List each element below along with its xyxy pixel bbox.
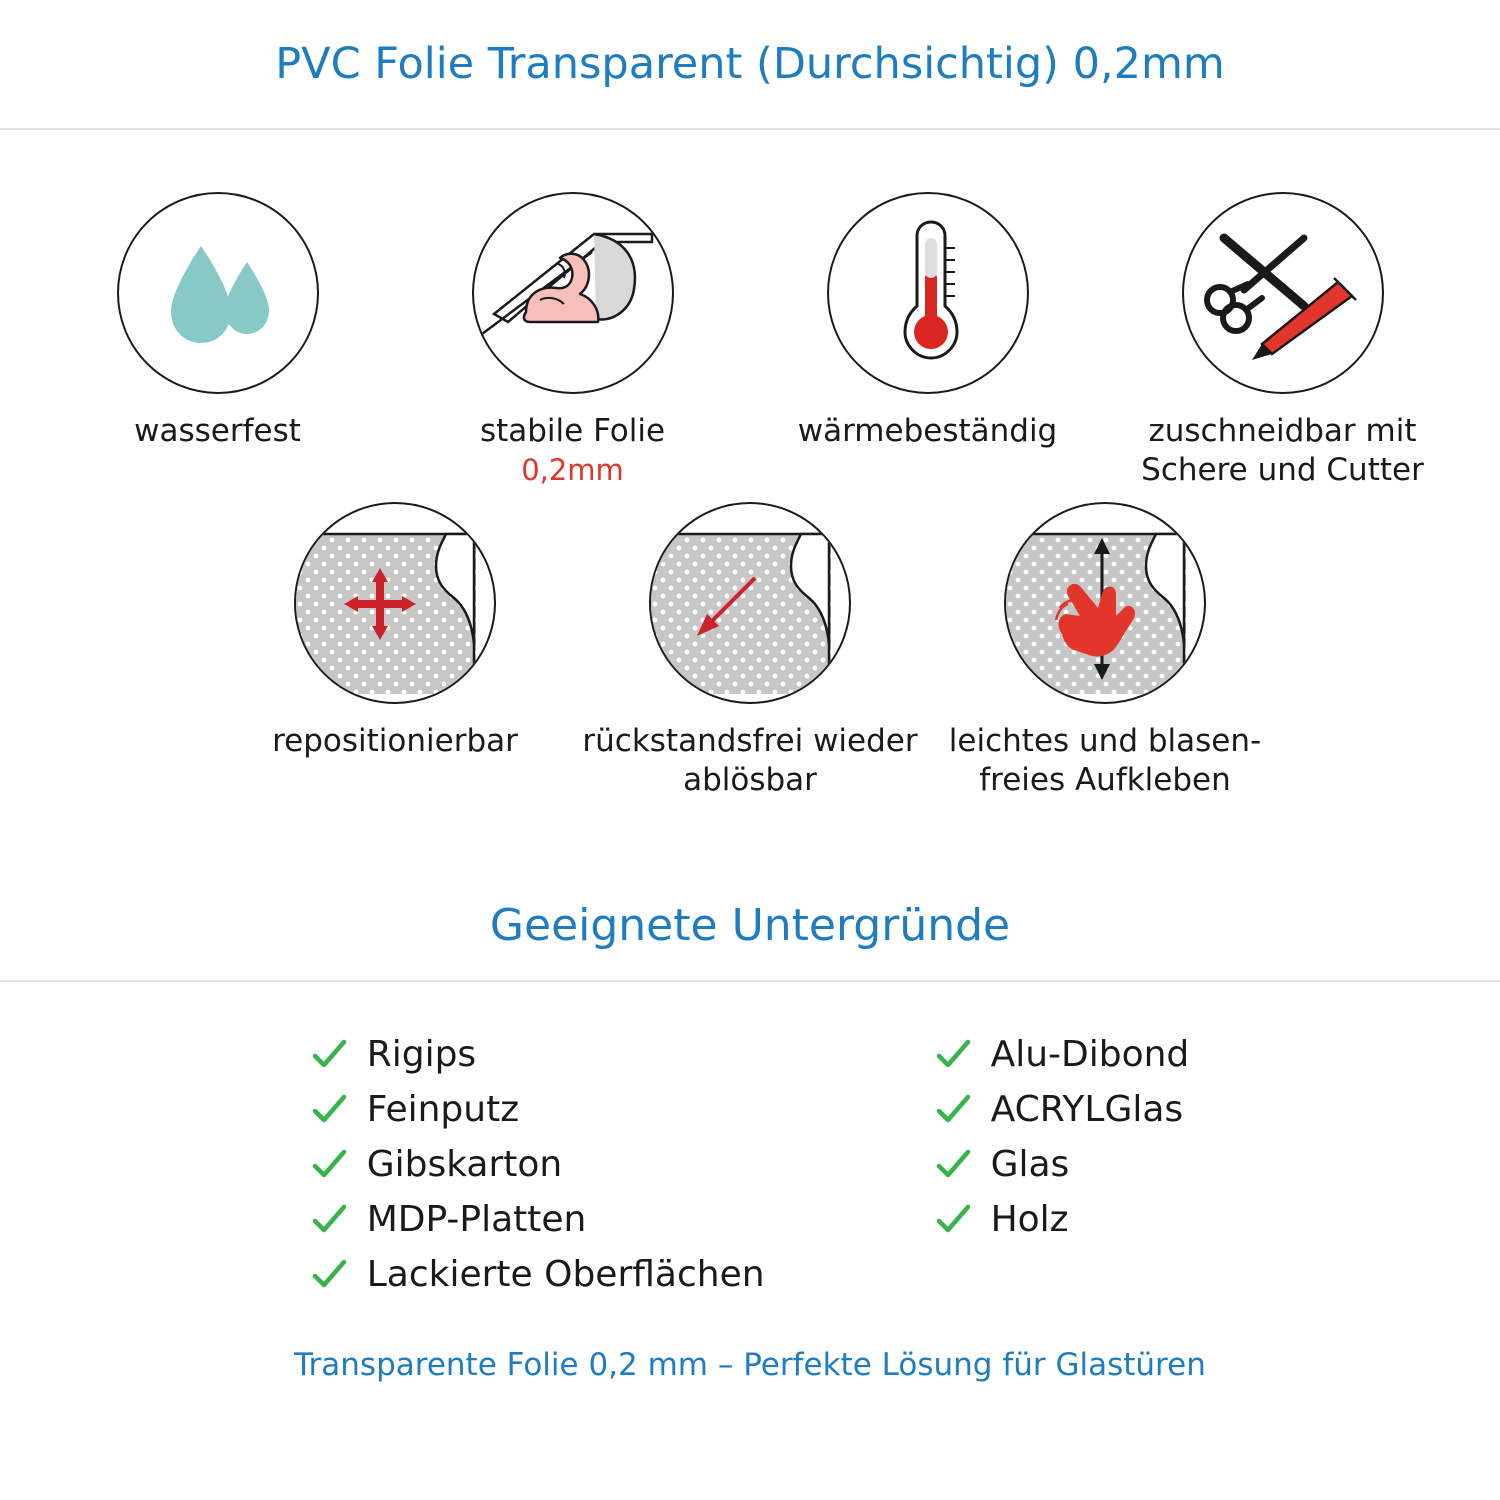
list-item	[935, 1034, 1190, 1075]
feature-label: wasserfest	[134, 413, 301, 449]
peel-off-arrow-icon	[649, 502, 851, 704]
feature-label: stabile Folie	[479, 413, 666, 449]
feature-label: wärmebeständig	[797, 413, 1058, 449]
list-item-label: MDP-Platten	[366, 1199, 587, 1241]
substrates-title: Geeignete Untergründe	[489, 899, 1011, 951]
substrates-list	[0, 982, 1500, 1295]
list-item	[935, 1089, 1190, 1130]
feature-wasserfest	[40, 192, 395, 490]
list-item-label: Holz	[990, 1199, 1069, 1241]
water-drops-icon	[117, 192, 319, 394]
feature-stabile-folie	[395, 192, 750, 490]
footer-text: Transparente Folie 0,2 mm – Perfekte Lösung für Glastüren	[294, 1347, 1206, 1384]
feature-zuschneidbar	[1105, 192, 1460, 490]
check-icon	[935, 1037, 971, 1073]
feature-sublabel: 0,2mm	[521, 453, 624, 488]
check-icon	[935, 1202, 971, 1238]
list-item	[935, 1144, 1190, 1185]
list-item	[935, 1199, 1190, 1240]
feature-label: rückstandsfrei wieder ablösbar	[582, 723, 918, 799]
list-item-label: Rigips	[366, 1034, 477, 1076]
list-item-label: ACRYLGlas	[990, 1089, 1184, 1131]
check-icon	[935, 1147, 971, 1183]
list-item	[311, 1034, 765, 1075]
scissors-cutter-icon	[1182, 192, 1384, 394]
reposition-arrows-icon	[294, 502, 496, 704]
feature-blasenfrei	[928, 502, 1283, 800]
check-icon	[311, 1257, 347, 1293]
feature-waermebestaendig	[750, 192, 1105, 490]
feature-label: zuschneidbar mit Schere und Cutter	[1141, 413, 1424, 489]
hand-smoothing-icon	[1004, 502, 1206, 704]
feature-label: repositionierbar	[272, 723, 518, 760]
list-item-label: Alu-Dibond	[990, 1034, 1190, 1076]
substrates-column-left	[311, 1034, 765, 1295]
substrates-header	[0, 870, 1500, 982]
feature-repositionierbar	[218, 502, 573, 800]
list-item	[311, 1144, 765, 1185]
list-item-label: Feinputz	[366, 1089, 520, 1131]
feature-rueckstandsfrei	[573, 502, 928, 800]
check-icon	[311, 1202, 347, 1238]
list-item	[311, 1254, 765, 1295]
feature-row-1	[0, 192, 1500, 490]
substrates-column-right	[935, 1034, 1190, 1295]
strong-arm-film-icon	[472, 192, 674, 394]
list-item-label: Lackierte Oberflächen	[366, 1254, 765, 1296]
list-item	[311, 1199, 765, 1240]
header	[0, 0, 1500, 130]
thermometer-icon	[827, 192, 1029, 394]
feature-label: leichtes und blasen- freies Aufkleben	[948, 723, 1262, 799]
page-title: PVC Folie Transparent (Durchsichtig) 0,2mm	[275, 39, 1225, 89]
check-icon	[311, 1037, 347, 1073]
check-icon	[935, 1092, 971, 1128]
check-icon	[311, 1092, 347, 1128]
list-item	[311, 1089, 765, 1130]
footer	[0, 1347, 1500, 1383]
features-section	[0, 130, 1500, 800]
check-icon	[311, 1147, 347, 1183]
feature-row-2	[0, 502, 1500, 800]
list-item-label: Gibskarton	[366, 1144, 563, 1186]
list-item-label: Glas	[990, 1144, 1070, 1186]
